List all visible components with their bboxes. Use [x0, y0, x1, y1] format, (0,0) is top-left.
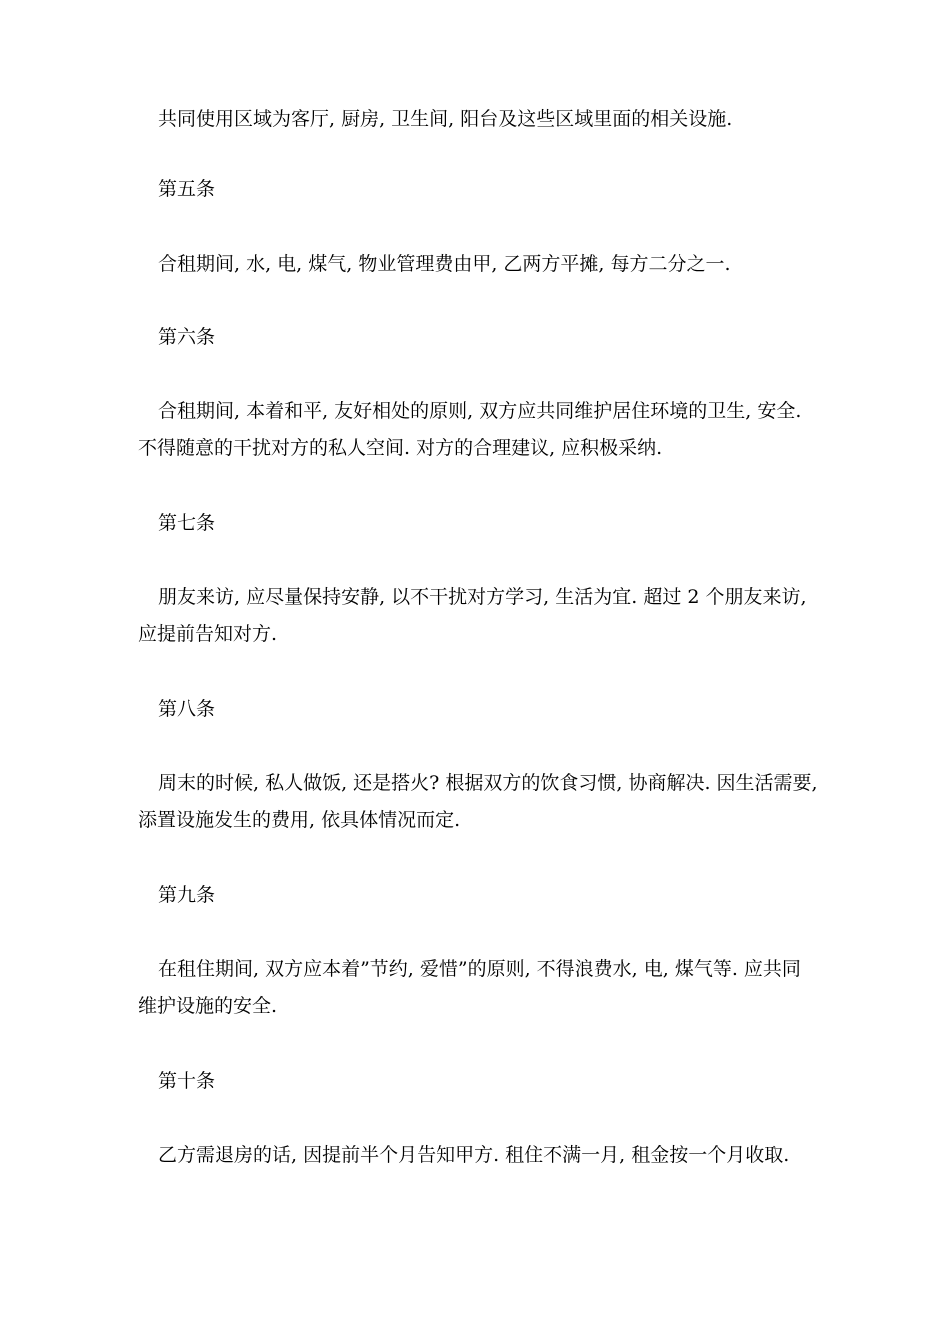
clause-10-heading: 第十条 — [158, 1070, 216, 1092]
clause-7-text-line-1: 朋友来访, 应尽量保持安静, 以不干扰对方学习, 生活为宜. 超过 2 个朋友来访, — [158, 586, 807, 608]
clause-9-text-line-1: 在租住期间, 双方应本着”节约, 爱惜”的原则, 不得浪费水, 电, 煤气等. 应共同 — [158, 958, 801, 980]
clause-8-text-line-1: 周末的时候, 私人做饭, 还是搭火? 根据双方的饮食习惯, 协商解决. 因生活需要, — [158, 772, 818, 794]
clause-10-text-line-1: 乙方需退房的话, 因提前半个月告知甲方. 租住不满一月, 租金按一个月收取. — [158, 1144, 790, 1166]
clause-8-heading: 第八条 — [158, 698, 216, 720]
clause-6-text-line-2: 不得随意的干扰对方的私人空间. 对方的合理建议, 应积极采纳. — [138, 437, 663, 459]
clause-8-text-line-2: 添置设施发生的费用, 依具体情况而定. — [138, 809, 461, 831]
clause-7-text-line-2: 应提前告知对方. — [138, 623, 278, 645]
clause-5-text-line-1: 合租期间, 水, 电, 煤气, 物业管理费由甲, 乙两方平摊, 每方二分之一. — [158, 253, 731, 275]
clause-9-text-line-2: 维护设施的安全. — [138, 995, 278, 1017]
clause-7-heading: 第七条 — [158, 512, 216, 534]
clause-6-text-line-1: 合租期间, 本着和平, 友好相处的原则, 双方应共同维护居住环境的卫生, 安全. — [158, 400, 802, 422]
clause-6-heading: 第六条 — [158, 326, 216, 348]
clause-5-heading: 第五条 — [158, 178, 216, 200]
clause-9-heading: 第九条 — [158, 884, 216, 906]
clause-4-text-line-1: 共同使用区域为客厅, 厨房, 卫生间, 阳台及这些区域里面的相关设施. — [158, 108, 733, 130]
